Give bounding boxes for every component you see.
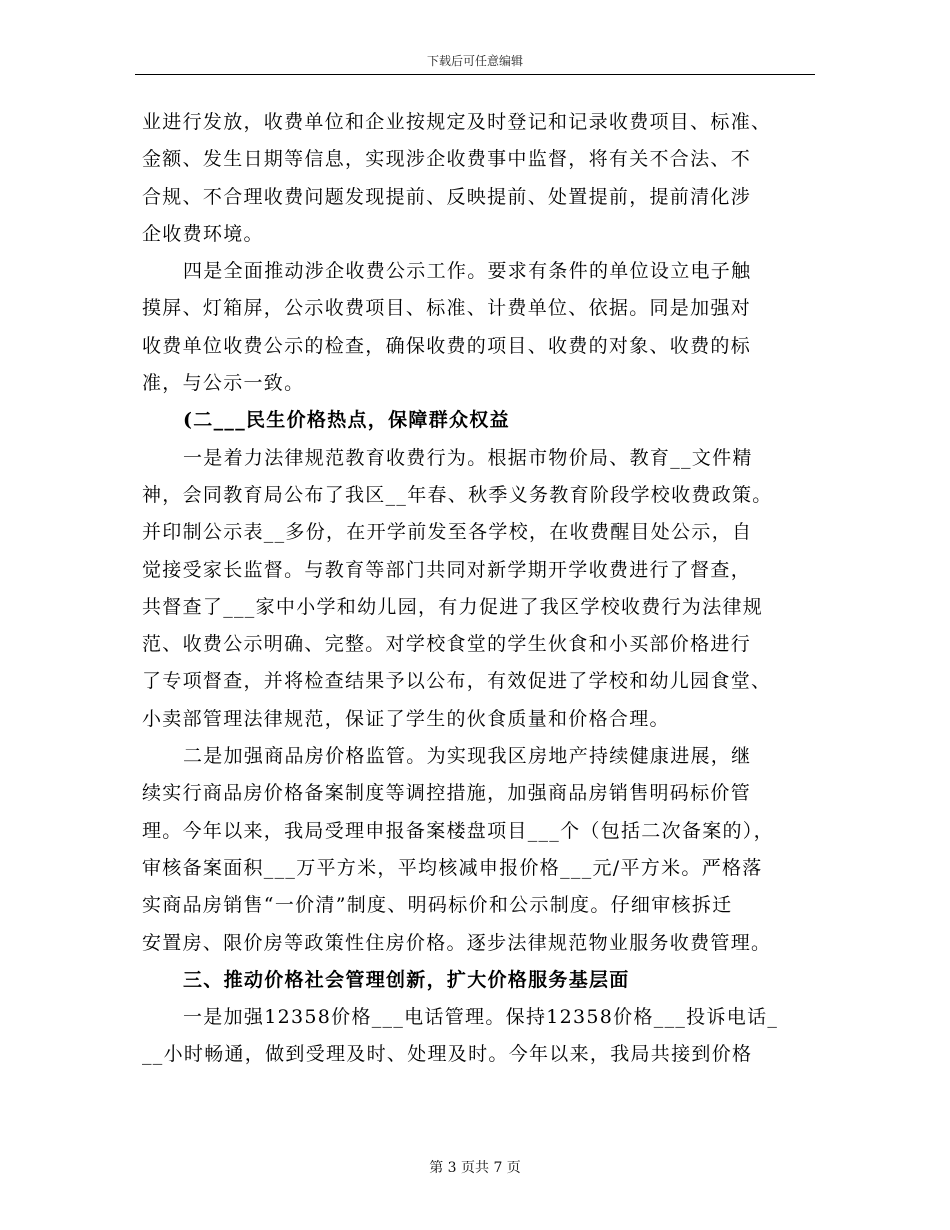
text-line: 实商品房销售“一价清”制度、明码标价和公示制度。仔细审核拆迁	[142, 894, 733, 917]
text-line: 企收费环境。	[142, 222, 264, 245]
text-line: 业进行发放，收费单位和企业按规定及时登记和记录收费项目、标准、	[142, 111, 772, 133]
text-line: 一是着力法律规范教育收费行为。根据市物价局、教育__文件精	[183, 446, 753, 469]
text-line: 小卖部管理法律规范，保证了学生的伙食质量和价格合理。	[142, 707, 670, 730]
text-line: 觉接受家长监督。与教育等部门共同对新学期开学收费进行了督查，	[142, 558, 752, 581]
text-line: 续实行商品房价格备案制度等调控措施，加强商品房销售明码标价管	[142, 782, 752, 805]
section-heading-innovation: 三、推动价格社会管理创新，扩大价格服务基层面	[183, 968, 630, 991]
page-number: 第 3 页共 7 页	[429, 1160, 521, 1176]
text-line: 合规、不合理收费问题发现提前、反映提前、处置提前，提前清化涉	[142, 185, 752, 208]
paragraph-hotline	[142, 999, 810, 1074]
paragraph-fee-publicity	[142, 253, 810, 402]
text-line: 审核备案面积___万平方米，平均核减申报价格___元/平方米。严格落	[142, 856, 763, 879]
text-line: 理。今年以来，我局受理申报备案楼盘项目___个（包括二次备案的），	[142, 819, 774, 842]
text-line: 神，会同教育局公布了我区__年春、秋季义务教育阶段学校收费政策。	[142, 483, 773, 506]
text-line: 安置房、限价房等政策性住房价格。逐步法律规范物业服务收费管理。	[142, 931, 772, 954]
text-line: 了专项督查，并将检查结果予以公布，有效促进了学校和幼儿园食堂、	[142, 670, 772, 693]
document-body	[142, 104, 810, 1074]
text-line: 范、收费公示明确、完整。对学校食堂的学生伙食和小买部价格进行	[142, 633, 752, 656]
text-line: 一是加强12358价格___电话管理。保持12358价格___投诉电话_	[183, 1006, 779, 1029]
text-line: 准，与公示一致。	[142, 372, 305, 395]
text-line: 共督查了___家中小学和幼儿园，有力促进了我区学校收费行为法律规	[142, 595, 764, 618]
text-line: 摸屏、灯箱屏，公示收费项目、标准、计费单位、依据。同是加强对	[142, 297, 752, 320]
paragraph-continuation	[142, 104, 810, 253]
paragraph-housing-prices	[142, 738, 810, 962]
page-header: 下载后可任意编辑	[426, 54, 523, 68]
text-line: 收费单位收费公示的检查，确保收费的项目、收费的对象、收费的标	[142, 334, 752, 357]
section-heading-livelihood: (二___民生价格热点，保障群众权益	[183, 409, 510, 432]
text-line: 金额、发生日期等信息，实现涉企收费事中监督，将有关不合法、不	[142, 148, 752, 171]
header-divider	[135, 74, 815, 75]
text-line: 并印制公示表__多份，在开学前发至各学校，在收费醒目处公示，自	[142, 521, 753, 544]
text-line: __小时畅通，做到受理及时、处理及时。今年以来，我局共接到价格	[142, 1043, 753, 1066]
paragraph-education-fees	[142, 440, 810, 738]
text-line: 四是全面推动涉企收费公示工作。要求有条件的单位设立电子触	[183, 260, 752, 283]
text-line: 二是加强商品房价格监管。为实现我区房地产持续健康进展，继	[183, 745, 752, 768]
